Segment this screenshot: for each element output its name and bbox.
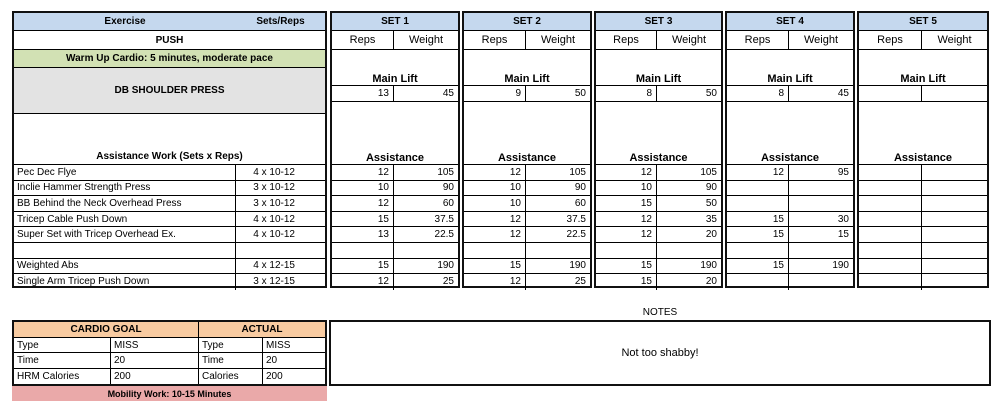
assist-reps[interactable] bbox=[859, 196, 922, 212]
assist-weight[interactable] bbox=[922, 274, 987, 290]
main-weight[interactable]: 50 bbox=[526, 86, 590, 102]
reps-header: Reps bbox=[727, 31, 789, 50]
assist-weight[interactable]: 190 bbox=[657, 259, 721, 275]
exercise-panel bbox=[12, 11, 327, 288]
assist-reps[interactable]: 15 bbox=[596, 274, 657, 290]
exercise-name: Inclie Hammer Strength Press bbox=[14, 181, 236, 197]
exercise-sets: 3 x 10-12 bbox=[236, 196, 325, 212]
assist-weight[interactable]: 20 bbox=[705, 276, 717, 288]
assist-weight[interactable]: 50 bbox=[657, 196, 721, 212]
reps-header: Reps bbox=[332, 31, 394, 50]
weight-header: Weight bbox=[922, 31, 987, 50]
set-title: SET 3 bbox=[596, 13, 721, 31]
assist-reps[interactable] bbox=[596, 243, 657, 259]
assist-reps[interactable] bbox=[859, 165, 922, 181]
assist-reps[interactable]: 10 bbox=[464, 181, 526, 197]
exercise-header: Exercise bbox=[14, 13, 236, 31]
actual-value[interactable]: 20 bbox=[263, 353, 325, 368]
assist-reps[interactable]: 12 bbox=[332, 165, 394, 181]
assist-reps[interactable] bbox=[727, 196, 789, 212]
assist-reps[interactable]: 12 bbox=[464, 274, 526, 290]
assist-reps[interactable]: 12 bbox=[332, 274, 394, 290]
notes-text: Not too shabby! bbox=[621, 347, 699, 359]
actual-label: Calories bbox=[199, 369, 263, 384]
reps-header: Reps bbox=[464, 31, 526, 50]
cardio-goal-header: CARDIO GOAL bbox=[14, 322, 199, 338]
exercise-sets: 3 x 12-15 bbox=[253, 276, 295, 288]
goal-label: Time bbox=[14, 353, 111, 368]
assist-reps[interactable] bbox=[859, 259, 922, 275]
assist-weight[interactable]: 35 bbox=[657, 212, 721, 228]
actual-value[interactable]: 200 bbox=[266, 370, 283, 382]
assist-reps[interactable]: 12 bbox=[332, 196, 394, 212]
set-title: SET 1 bbox=[332, 13, 458, 31]
main-lift-label: Main Lift bbox=[332, 68, 458, 86]
sets-reps-header: Sets/Reps bbox=[236, 13, 325, 31]
assistance-header: Assistance Work (Sets x Reps) bbox=[14, 114, 325, 165]
exercise-name: Pec Dec Flye bbox=[14, 165, 236, 181]
assistance-label: Assistance bbox=[332, 145, 458, 165]
assist-weight[interactable]: 25 bbox=[442, 276, 454, 288]
assist-reps[interactable] bbox=[727, 243, 789, 259]
set-title: SET 2 bbox=[464, 13, 590, 31]
assist-weight[interactable] bbox=[789, 196, 853, 212]
assist-reps[interactable]: 12 bbox=[464, 165, 526, 181]
assist-reps[interactable]: 12 bbox=[596, 227, 657, 243]
assist-reps[interactable]: 10 bbox=[332, 181, 394, 197]
main-lift-name: DB SHOULDER PRESS bbox=[14, 68, 325, 114]
exercise-sets bbox=[236, 243, 325, 259]
goal-label: HRM Calories bbox=[14, 369, 111, 384]
main-reps[interactable] bbox=[859, 86, 922, 102]
assist-weight[interactable]: 15 bbox=[789, 227, 853, 243]
exercise-name: Single Arm Tricep Push Down bbox=[14, 274, 236, 290]
assist-weight[interactable] bbox=[394, 243, 458, 259]
assist-weight[interactable]: 190 bbox=[526, 259, 590, 275]
assist-weight[interactable]: 60 bbox=[394, 196, 458, 212]
assist-weight[interactable]: 20 bbox=[657, 227, 721, 243]
exercise-name: BB Behind the Neck Overhead Press bbox=[14, 196, 236, 212]
assist-reps[interactable] bbox=[859, 212, 922, 228]
assist-weight[interactable]: 190 bbox=[789, 259, 853, 275]
assist-weight[interactable]: 90 bbox=[394, 181, 458, 197]
actual-value[interactable]: MISS bbox=[263, 338, 325, 353]
assist-reps[interactable] bbox=[464, 243, 526, 259]
assist-weight[interactable]: 105 bbox=[394, 165, 458, 181]
goal-label: Type bbox=[14, 338, 111, 353]
assist-weight[interactable]: 105 bbox=[526, 165, 590, 181]
set-title: SET 4 bbox=[727, 13, 853, 31]
assistance-label: Assistance bbox=[727, 145, 853, 165]
assist-weight[interactable] bbox=[922, 212, 987, 228]
set-4-panel bbox=[725, 11, 855, 288]
weight-header: Weight bbox=[526, 31, 590, 50]
reps-header: Reps bbox=[859, 31, 922, 50]
assist-reps[interactable] bbox=[859, 274, 922, 290]
assist-weight[interactable]: 90 bbox=[526, 181, 590, 197]
assist-reps[interactable]: 10 bbox=[596, 181, 657, 197]
assist-reps[interactable]: 15 bbox=[464, 259, 526, 275]
assist-weight[interactable] bbox=[922, 243, 987, 259]
assist-weight[interactable] bbox=[526, 243, 590, 259]
exercise-sets: 4 x 12-15 bbox=[236, 259, 325, 275]
assistance-label: Assistance bbox=[596, 145, 721, 165]
assist-reps[interactable] bbox=[859, 227, 922, 243]
assist-reps[interactable]: 12 bbox=[464, 227, 526, 243]
assist-reps[interactable] bbox=[859, 243, 922, 259]
assist-weight[interactable]: 25 bbox=[574, 276, 586, 288]
assist-weight[interactable] bbox=[922, 227, 987, 243]
assist-reps[interactable]: 15 bbox=[727, 259, 789, 275]
main-reps[interactable]: 13 bbox=[332, 86, 394, 102]
cardio-actual-header: ACTUAL bbox=[199, 322, 325, 338]
assist-weight[interactable] bbox=[922, 196, 987, 212]
actual-label: Time bbox=[199, 353, 263, 368]
assist-weight[interactable] bbox=[789, 181, 853, 197]
notes-label: NOTES bbox=[642, 306, 678, 318]
notes-box[interactable] bbox=[329, 320, 991, 386]
assist-reps[interactable] bbox=[727, 274, 789, 290]
cardio-panel bbox=[12, 320, 327, 386]
exercise-name: Super Set with Tricep Overhead Ex. bbox=[14, 227, 236, 243]
main-reps[interactable]: 9 bbox=[464, 86, 526, 102]
assist-weight[interactable] bbox=[922, 181, 987, 197]
assist-weight[interactable]: 37.5 bbox=[526, 212, 590, 228]
set-1-panel bbox=[330, 11, 460, 288]
main-lift-label: Main Lift bbox=[464, 68, 590, 86]
assist-weight[interactable] bbox=[922, 259, 987, 275]
set-2-panel bbox=[462, 11, 592, 288]
set-title: SET 5 bbox=[859, 13, 987, 31]
main-reps[interactable]: 8 bbox=[727, 86, 789, 102]
assist-weight[interactable]: 105 bbox=[657, 165, 721, 181]
assist-weight[interactable]: 22.5 bbox=[526, 227, 590, 243]
assistance-label: Assistance bbox=[464, 145, 590, 165]
reps-header: Reps bbox=[596, 31, 657, 50]
assist-weight[interactable] bbox=[789, 243, 853, 259]
assist-reps[interactable]: 12 bbox=[596, 165, 657, 181]
exercise-name: Tricep Cable Push Down bbox=[14, 212, 236, 228]
push-label: PUSH bbox=[14, 31, 325, 50]
assist-reps[interactable]: 15 bbox=[596, 196, 657, 212]
actual-label: Type bbox=[199, 338, 263, 353]
assist-reps[interactable] bbox=[859, 181, 922, 197]
goal-value[interactable]: 20 bbox=[111, 353, 199, 368]
assist-weight[interactable] bbox=[657, 243, 721, 259]
assist-weight[interactable]: 60 bbox=[526, 196, 590, 212]
main-lift-label: Main Lift bbox=[596, 68, 721, 86]
main-weight[interactable] bbox=[922, 86, 987, 102]
weight-header: Weight bbox=[789, 31, 853, 50]
assist-weight[interactable]: 30 bbox=[789, 212, 853, 228]
exercise-sets: 4 x 10-12 bbox=[236, 212, 325, 228]
assist-reps[interactable]: 15 bbox=[332, 259, 394, 275]
assist-reps[interactable]: 12 bbox=[727, 165, 789, 181]
mobility-label: Mobility Work: 10-15 Minutes bbox=[12, 386, 327, 401]
assistance-label: Assistance bbox=[859, 145, 987, 165]
main-weight[interactable]: 45 bbox=[789, 86, 853, 102]
main-weight[interactable]: 45 bbox=[394, 86, 458, 102]
main-weight[interactable]: 50 bbox=[657, 86, 721, 102]
assist-weight[interactable] bbox=[789, 274, 853, 290]
assist-weight[interactable] bbox=[922, 165, 987, 181]
main-reps[interactable]: 8 bbox=[596, 86, 657, 102]
assist-weight[interactable]: 95 bbox=[789, 165, 853, 181]
exercise-name: Weighted Abs bbox=[14, 259, 236, 275]
assist-reps[interactable] bbox=[727, 181, 789, 197]
exercise-sets: 4 x 10-12 bbox=[236, 165, 325, 181]
assist-reps[interactable]: 12 bbox=[596, 212, 657, 228]
assist-weight[interactable]: 22.5 bbox=[394, 227, 458, 243]
goal-value[interactable]: MISS bbox=[111, 338, 199, 353]
goal-value[interactable]: 200 bbox=[111, 369, 199, 384]
weight-header: Weight bbox=[394, 31, 458, 50]
exercise-sets: 3 x 10-12 bbox=[236, 181, 325, 197]
assist-reps[interactable] bbox=[332, 243, 394, 259]
main-lift-label: Main Lift bbox=[727, 68, 853, 86]
assist-weight[interactable]: 190 bbox=[394, 259, 458, 275]
assist-weight[interactable]: 37.5 bbox=[394, 212, 458, 228]
warmup-label: Warm Up Cardio: 5 minutes, moderate pace bbox=[14, 50, 325, 68]
assist-reps[interactable]: 15 bbox=[596, 259, 657, 275]
set-3-panel bbox=[594, 11, 723, 288]
main-lift-label: Main Lift bbox=[859, 68, 987, 86]
assist-reps[interactable]: 13 bbox=[332, 227, 394, 243]
assist-reps[interactable]: 10 bbox=[464, 196, 526, 212]
exercise-sets: 4 x 10-12 bbox=[236, 227, 325, 243]
exercise-name bbox=[14, 243, 236, 259]
assist-weight[interactable]: 90 bbox=[657, 181, 721, 197]
weight-header: Weight bbox=[657, 31, 721, 50]
set-5-panel bbox=[857, 11, 989, 288]
assist-reps[interactable]: 15 bbox=[727, 212, 789, 228]
assist-reps[interactable]: 12 bbox=[464, 212, 526, 228]
assist-reps[interactable]: 15 bbox=[727, 227, 789, 243]
assist-reps[interactable]: 15 bbox=[332, 212, 394, 228]
